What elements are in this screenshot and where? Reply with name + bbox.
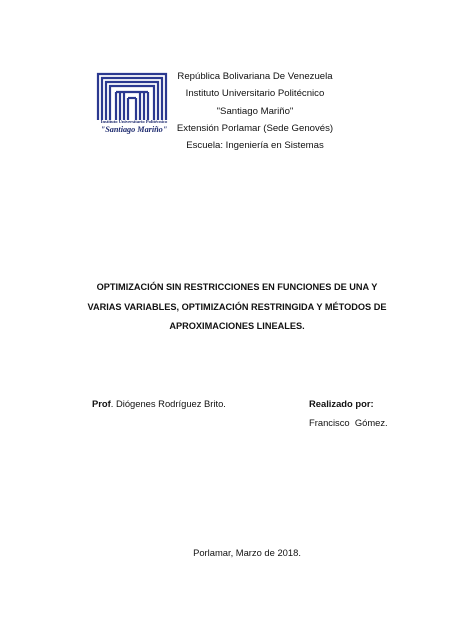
title-line-3: APROXIMACIONES LINEALES.	[169, 321, 305, 331]
institution-header	[160, 68, 350, 154]
author-label: Realizado por:	[309, 398, 374, 409]
title-line-1: OPTIMIZACIÓN SIN RESTRICCIONES EN FUNCIONES DE UNA Y	[96, 282, 378, 292]
logo-caption-name: "Santiago Mariño"	[100, 125, 168, 134]
header-institute: Instituto Universitario Politécnico	[185, 88, 325, 100]
professor-line	[92, 398, 226, 409]
place-and-date: Porlamar, Marzo de 2018.	[193, 547, 301, 558]
header-extension: Extensión Porlamar (Sede Genovés)	[176, 122, 334, 134]
professor-label: Prof	[92, 398, 111, 409]
document-title	[40, 278, 434, 337]
header-country: República Bolivariana De Venezuela	[177, 71, 333, 82]
header-school: Escuela: Ingeniería en Sistemas	[186, 140, 324, 152]
professor-name: . Diógenes Rodríguez Brito.	[110, 398, 226, 409]
title-line-2: VARIAS VARIABLES, OPTIMIZACIÓN RESTRINGIDA Y MÉTODOS DE	[87, 301, 387, 312]
author-name: Francisco Gómez.	[309, 417, 388, 428]
header-institute-name: "Santiago Mariño"	[216, 105, 294, 117]
logo-caption-institute: Instituto Universitario Politécnico	[100, 119, 168, 124]
